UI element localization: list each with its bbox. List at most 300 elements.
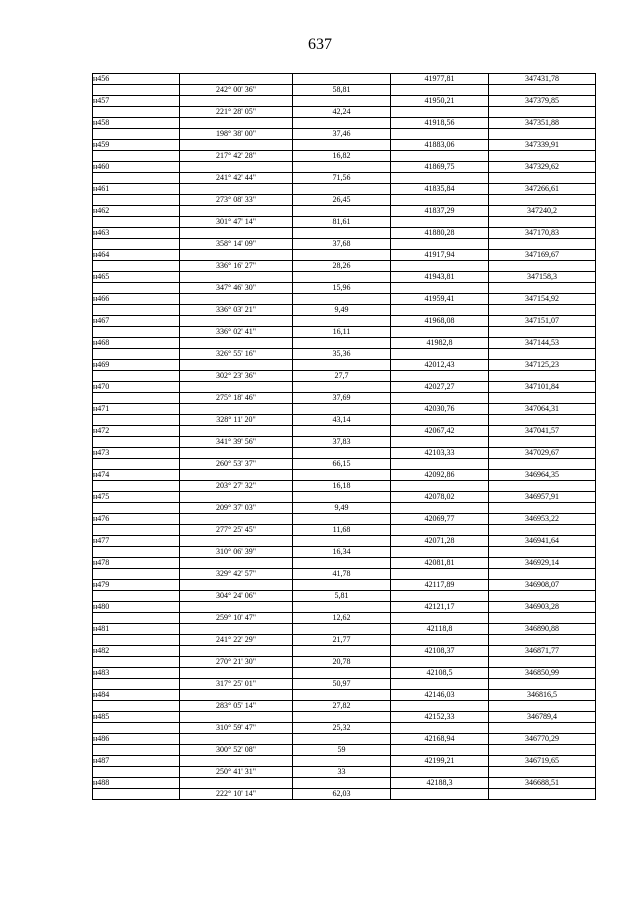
point-x: 42092,86 (391, 470, 489, 481)
empty-cell (293, 514, 391, 525)
empty-cell (293, 272, 391, 283)
segment-distance: 12,62 (293, 613, 391, 624)
empty-cell (391, 591, 489, 602)
point-x: 41968,08 (391, 316, 489, 327)
empty-cell (293, 646, 391, 657)
point-x: 41950,21 (391, 96, 489, 107)
empty-cell (489, 591, 596, 602)
point-y: 346908,07 (489, 580, 596, 591)
empty-cell (391, 195, 489, 206)
point-row (93, 734, 596, 745)
point-y: 346964,35 (489, 470, 596, 481)
empty-cell (93, 591, 180, 602)
empty-cell (180, 360, 293, 371)
segment-angle: 241° 22' 29" (180, 635, 293, 646)
empty-cell (293, 690, 391, 701)
empty-cell (93, 349, 180, 360)
point-name: н461 (93, 184, 180, 195)
point-y: 347101,84 (489, 382, 596, 393)
empty-cell (93, 261, 180, 272)
point-name: н459 (93, 140, 180, 151)
segment-row (93, 217, 596, 228)
segment-angle: 310° 59' 47" (180, 723, 293, 734)
segment-distance: 37,46 (293, 129, 391, 140)
segment-distance: 35,36 (293, 349, 391, 360)
segment-distance: 37,69 (293, 393, 391, 404)
segment-row (93, 85, 596, 96)
point-x: 41918,56 (391, 118, 489, 129)
empty-cell (391, 415, 489, 426)
empty-cell (391, 701, 489, 712)
empty-cell (489, 569, 596, 580)
point-y: 346903,28 (489, 602, 596, 613)
empty-cell (489, 261, 596, 272)
empty-cell (293, 668, 391, 679)
point-name: н471 (93, 404, 180, 415)
segment-row (93, 173, 596, 184)
empty-cell (180, 294, 293, 305)
empty-cell (180, 690, 293, 701)
point-name: н488 (93, 778, 180, 789)
empty-cell (489, 327, 596, 338)
empty-cell (391, 723, 489, 734)
point-x: 42188,3 (391, 778, 489, 789)
empty-cell (180, 558, 293, 569)
empty-cell (391, 481, 489, 492)
point-row (93, 470, 596, 481)
segment-row (93, 547, 596, 558)
segment-angle: 277° 25' 45" (180, 525, 293, 536)
point-y: 347240,2 (489, 206, 596, 217)
empty-cell (293, 778, 391, 789)
empty-cell (489, 657, 596, 668)
segment-angle: 275° 18' 46" (180, 393, 293, 404)
point-y: 346850,99 (489, 668, 596, 679)
point-name: н466 (93, 294, 180, 305)
segment-angle: 241° 42' 44" (180, 173, 293, 184)
empty-cell (93, 547, 180, 558)
point-y: 346816,5 (489, 690, 596, 701)
point-x: 41837,29 (391, 206, 489, 217)
empty-cell (391, 327, 489, 338)
segment-row (93, 283, 596, 294)
empty-cell (293, 118, 391, 129)
point-name: н484 (93, 690, 180, 701)
segment-angle: 203° 27' 32" (180, 481, 293, 492)
empty-cell (293, 558, 391, 569)
empty-cell (391, 393, 489, 404)
point-y: 346957,91 (489, 492, 596, 503)
point-y: 347169,67 (489, 250, 596, 261)
point-name: н474 (93, 470, 180, 481)
point-x: 42103,33 (391, 448, 489, 459)
empty-cell (293, 228, 391, 239)
empty-cell (93, 371, 180, 382)
empty-cell (180, 646, 293, 657)
empty-cell (489, 525, 596, 536)
segment-angle: 222° 10' 14" (180, 789, 293, 800)
point-name: н472 (93, 426, 180, 437)
point-name: н462 (93, 206, 180, 217)
point-y: 346941,64 (489, 536, 596, 547)
segment-row (93, 371, 596, 382)
point-y: 346789,4 (489, 712, 596, 723)
empty-cell (180, 668, 293, 679)
segment-row (93, 701, 596, 712)
segment-distance: 42,24 (293, 107, 391, 118)
point-name: н458 (93, 118, 180, 129)
segment-distance: 66,15 (293, 459, 391, 470)
empty-cell (180, 536, 293, 547)
point-x: 41977,81 (391, 74, 489, 85)
empty-cell (180, 712, 293, 723)
empty-cell (93, 701, 180, 712)
point-name: н465 (93, 272, 180, 283)
empty-cell (93, 283, 180, 294)
empty-cell (391, 503, 489, 514)
point-y: 347431,78 (489, 74, 596, 85)
empty-cell (293, 316, 391, 327)
point-x: 41943,81 (391, 272, 489, 283)
segment-row (93, 613, 596, 624)
segment-angle: 209° 37' 03" (180, 503, 293, 514)
point-row (93, 294, 596, 305)
empty-cell (93, 679, 180, 690)
empty-cell (180, 250, 293, 261)
segment-angle: 336° 03' 21" (180, 305, 293, 316)
point-x: 42078,02 (391, 492, 489, 503)
segment-angle: 326° 55' 16" (180, 349, 293, 360)
point-name: н456 (93, 74, 180, 85)
empty-cell (293, 294, 391, 305)
empty-cell (180, 228, 293, 239)
empty-cell (293, 184, 391, 195)
empty-cell (180, 580, 293, 591)
point-name: н478 (93, 558, 180, 569)
point-row (93, 778, 596, 789)
point-y: 346688,51 (489, 778, 596, 789)
point-name: н476 (93, 514, 180, 525)
point-row (93, 316, 596, 327)
point-row (93, 646, 596, 657)
segment-row (93, 107, 596, 118)
point-y: 347170,83 (489, 228, 596, 239)
point-name: н487 (93, 756, 180, 767)
empty-cell (180, 382, 293, 393)
point-x: 41835,84 (391, 184, 489, 195)
empty-cell (293, 756, 391, 767)
segment-row (93, 129, 596, 140)
empty-cell (180, 96, 293, 107)
point-x: 42071,28 (391, 536, 489, 547)
empty-cell (391, 107, 489, 118)
point-name: н469 (93, 360, 180, 371)
point-row (93, 96, 596, 107)
point-x: 42030,76 (391, 404, 489, 415)
segment-row (93, 151, 596, 162)
segment-distance: 81,61 (293, 217, 391, 228)
empty-cell (391, 569, 489, 580)
segment-angle: 250° 41' 31" (180, 767, 293, 778)
segment-row (93, 459, 596, 470)
segment-row (93, 591, 596, 602)
segment-distance: 20,78 (293, 657, 391, 668)
segment-row (93, 657, 596, 668)
segment-angle: 336° 02' 41" (180, 327, 293, 338)
empty-cell (391, 789, 489, 800)
point-y: 346890,88 (489, 624, 596, 635)
empty-cell (489, 173, 596, 184)
segment-row (93, 393, 596, 404)
empty-cell (489, 85, 596, 96)
empty-cell (293, 470, 391, 481)
empty-cell (93, 129, 180, 140)
coordinates-table (92, 73, 596, 800)
point-x: 41880,28 (391, 228, 489, 239)
empty-cell (93, 657, 180, 668)
segment-angle: 221° 28' 05" (180, 107, 293, 118)
empty-cell (391, 261, 489, 272)
segment-distance: 26,45 (293, 195, 391, 206)
point-row (93, 382, 596, 393)
point-row (93, 624, 596, 635)
segment-row (93, 261, 596, 272)
point-name: н457 (93, 96, 180, 107)
empty-cell (293, 448, 391, 459)
point-row (93, 74, 596, 85)
point-x: 42069,77 (391, 514, 489, 525)
empty-cell (93, 503, 180, 514)
empty-cell (293, 140, 391, 151)
segment-angle: 300° 52' 08" (180, 745, 293, 756)
empty-cell (489, 437, 596, 448)
point-row (93, 558, 596, 569)
empty-cell (293, 96, 391, 107)
empty-cell (391, 745, 489, 756)
segment-angle: 198° 38' 00" (180, 129, 293, 140)
empty-cell (180, 624, 293, 635)
empty-cell (93, 327, 180, 338)
point-x: 42067,42 (391, 426, 489, 437)
empty-cell (93, 239, 180, 250)
empty-cell (293, 624, 391, 635)
point-y: 346929,14 (489, 558, 596, 569)
empty-cell (180, 756, 293, 767)
empty-cell (93, 459, 180, 470)
empty-cell (391, 679, 489, 690)
empty-cell (93, 173, 180, 184)
empty-cell (93, 195, 180, 206)
empty-cell (489, 679, 596, 690)
empty-cell (489, 151, 596, 162)
segment-row (93, 239, 596, 250)
empty-cell (489, 349, 596, 360)
segment-row (93, 195, 596, 206)
point-x: 41869,75 (391, 162, 489, 173)
segment-distance: 62,03 (293, 789, 391, 800)
empty-cell (180, 184, 293, 195)
empty-cell (93, 525, 180, 536)
point-x: 42108,37 (391, 646, 489, 657)
empty-cell (180, 404, 293, 415)
point-row (93, 250, 596, 261)
empty-cell (391, 283, 489, 294)
empty-cell (93, 481, 180, 492)
segment-distance: 16,34 (293, 547, 391, 558)
empty-cell (93, 569, 180, 580)
point-y: 347144,53 (489, 338, 596, 349)
point-x: 42081,81 (391, 558, 489, 569)
point-x: 42152,33 (391, 712, 489, 723)
segment-angle: 317° 25' 01" (180, 679, 293, 690)
empty-cell (293, 426, 391, 437)
segment-distance: 37,68 (293, 239, 391, 250)
segment-row (93, 723, 596, 734)
point-row (93, 580, 596, 591)
point-y: 347064,31 (489, 404, 596, 415)
segment-angle: 273° 08' 33" (180, 195, 293, 206)
point-row (93, 492, 596, 503)
segment-distance: 11,68 (293, 525, 391, 536)
empty-cell (489, 195, 596, 206)
point-x: 42199,21 (391, 756, 489, 767)
empty-cell (489, 767, 596, 778)
segment-distance: 9,49 (293, 305, 391, 316)
point-row (93, 448, 596, 459)
empty-cell (391, 129, 489, 140)
segment-distance: 16,18 (293, 481, 391, 492)
empty-cell (93, 745, 180, 756)
point-row (93, 536, 596, 547)
segment-row (93, 745, 596, 756)
segment-row (93, 767, 596, 778)
point-x: 42168,94 (391, 734, 489, 745)
point-row (93, 228, 596, 239)
point-row (93, 404, 596, 415)
segment-row (93, 437, 596, 448)
point-y: 347041,57 (489, 426, 596, 437)
empty-cell (489, 415, 596, 426)
empty-cell (391, 85, 489, 96)
point-y: 346770,29 (489, 734, 596, 745)
point-x: 41883,06 (391, 140, 489, 151)
empty-cell (489, 459, 596, 470)
empty-cell (391, 217, 489, 228)
segment-distance: 9,49 (293, 503, 391, 514)
point-y: 347339,91 (489, 140, 596, 151)
empty-cell (180, 426, 293, 437)
segment-angle: 304° 24' 06" (180, 591, 293, 602)
segment-distance: 33 (293, 767, 391, 778)
point-name: н463 (93, 228, 180, 239)
empty-cell (93, 393, 180, 404)
empty-cell (93, 217, 180, 228)
empty-cell (180, 162, 293, 173)
empty-cell (93, 789, 180, 800)
empty-cell (391, 657, 489, 668)
empty-cell (293, 382, 391, 393)
empty-cell (93, 305, 180, 316)
point-x: 42027,27 (391, 382, 489, 393)
empty-cell (93, 767, 180, 778)
segment-angle: 358° 14' 09" (180, 239, 293, 250)
empty-cell (180, 602, 293, 613)
point-y: 347379,85 (489, 96, 596, 107)
point-name: н464 (93, 250, 180, 261)
segment-angle: 242° 00' 36" (180, 85, 293, 96)
empty-cell (180, 470, 293, 481)
empty-cell (180, 778, 293, 789)
empty-cell (489, 107, 596, 118)
empty-cell (180, 206, 293, 217)
point-name: н460 (93, 162, 180, 173)
empty-cell (391, 151, 489, 162)
point-x: 41982,8 (391, 338, 489, 349)
empty-cell (391, 239, 489, 250)
point-x: 42146,03 (391, 690, 489, 701)
empty-cell (391, 173, 489, 184)
empty-cell (489, 635, 596, 646)
empty-cell (93, 151, 180, 162)
segment-angle: 260° 53' 37" (180, 459, 293, 470)
point-row (93, 426, 596, 437)
empty-cell (93, 415, 180, 426)
empty-cell (93, 723, 180, 734)
segment-angle: 217° 42' 28" (180, 151, 293, 162)
point-x: 42012,43 (391, 360, 489, 371)
point-x: 42121,17 (391, 602, 489, 613)
empty-cell (180, 492, 293, 503)
empty-cell (489, 129, 596, 140)
empty-cell (391, 767, 489, 778)
point-name: н481 (93, 624, 180, 635)
point-name: н485 (93, 712, 180, 723)
point-name: н479 (93, 580, 180, 591)
empty-cell (293, 338, 391, 349)
coordinates-table-body (93, 74, 596, 800)
point-row (93, 514, 596, 525)
point-y: 347029,67 (489, 448, 596, 459)
page-number: 637 (308, 36, 332, 53)
segment-distance: 71,56 (293, 173, 391, 184)
segment-angle: 347° 46' 30" (180, 283, 293, 294)
point-x: 42117,89 (391, 580, 489, 591)
point-y: 346719,65 (489, 756, 596, 767)
empty-cell (489, 745, 596, 756)
segment-row (93, 415, 596, 426)
point-y: 347154,92 (489, 294, 596, 305)
empty-cell (293, 360, 391, 371)
empty-cell (489, 613, 596, 624)
point-y: 347266,61 (489, 184, 596, 195)
point-row (93, 602, 596, 613)
empty-cell (180, 140, 293, 151)
segment-row (93, 679, 596, 690)
segment-row (93, 305, 596, 316)
empty-cell (489, 217, 596, 228)
empty-cell (391, 635, 489, 646)
empty-cell (180, 338, 293, 349)
empty-cell (293, 74, 391, 85)
empty-cell (293, 206, 391, 217)
empty-cell (489, 789, 596, 800)
empty-cell (293, 580, 391, 591)
point-name: н475 (93, 492, 180, 503)
segment-distance: 59 (293, 745, 391, 756)
point-name: н468 (93, 338, 180, 349)
empty-cell (391, 547, 489, 558)
empty-cell (93, 85, 180, 96)
